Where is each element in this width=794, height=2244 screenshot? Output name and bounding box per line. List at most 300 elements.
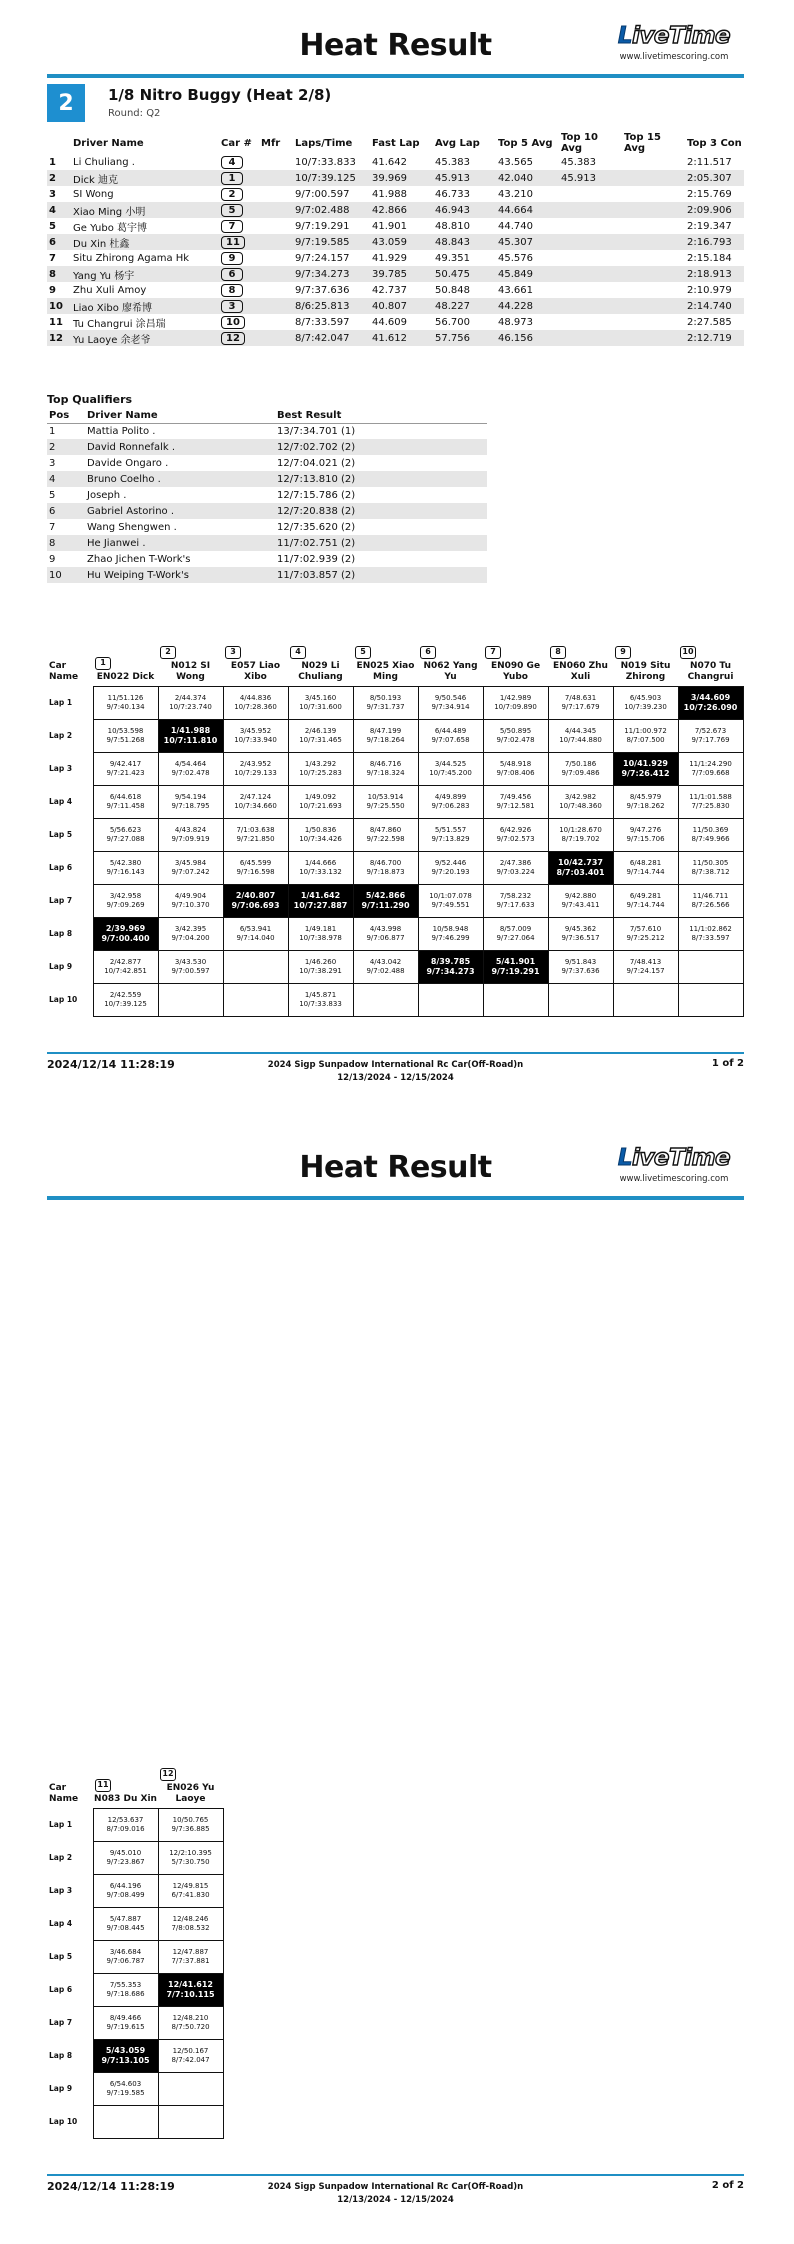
- lap-cell: [613, 851, 678, 884]
- lap-cumulative: 8/7:49.966: [691, 834, 730, 843]
- lap-position-time: 1/49.181: [304, 924, 337, 933]
- lap-chart-car-header: [158, 1746, 223, 1808]
- lap-cell: [353, 686, 418, 719]
- result-cell: [219, 154, 259, 170]
- logo-url: www.livetimescoring.com: [619, 1174, 729, 1184]
- lap-position-time: 4/49.899: [434, 792, 467, 801]
- lap-cell: [483, 884, 548, 917]
- result-row: [47, 330, 744, 346]
- lap-cell: [158, 1808, 223, 1841]
- lap-row: [47, 2006, 223, 2039]
- result-cell: 50.848: [435, 284, 470, 296]
- result-cell: 9/7:24.157: [295, 252, 350, 264]
- top-qualifiers-header-row: [47, 409, 487, 423]
- lap-position-time: 12/2:10.395: [169, 1848, 212, 1857]
- lap-label: Lap 2: [49, 731, 73, 740]
- lap-cumulative: 5/7:30.750: [171, 1857, 210, 1866]
- lap-cumulative: 9/7:17.633: [496, 900, 535, 909]
- result-cell: 2:27.585: [687, 316, 732, 328]
- lap-position-time: 3/45.160: [304, 693, 337, 702]
- lap-position-time: 1/41.988: [170, 725, 211, 735]
- lap-cell: [418, 752, 483, 785]
- lap-cell: [93, 950, 158, 983]
- car-number-badge: 11: [95, 1779, 111, 1792]
- lap-position-time: 9/54.194: [174, 792, 207, 801]
- lap-cumulative: 9/7:17.679: [561, 702, 600, 711]
- lap-cumulative: 9/7:16.143: [106, 867, 145, 876]
- lap-row: [47, 1973, 223, 2006]
- lap-cumulative: 9/7:06.283: [431, 801, 470, 810]
- driver-name: N083 Du Xin: [94, 1793, 157, 1804]
- lap-position-time: 11/1:01.588: [689, 792, 732, 801]
- lap-cumulative: 9/7:04.200: [171, 933, 210, 942]
- result-position: 10: [47, 298, 71, 314]
- qualifier-row: [47, 471, 487, 487]
- lap-cell: [223, 719, 288, 752]
- lap-cumulative: 9/7:25.212: [626, 933, 665, 942]
- lap-cell: [483, 686, 548, 719]
- lap-cumulative: 10/7:45.200: [429, 768, 472, 777]
- lap-cumulative: 9/7:13.105: [101, 2055, 150, 2065]
- lap-cumulative: 9/7:07.658: [431, 735, 470, 744]
- lap-position-time: 9/50.546: [434, 693, 467, 702]
- lap-cell: [158, 686, 223, 719]
- footer-event-name: 2024 Sigp Sunpadow International Rc Car(Off-Road)n: [267, 1060, 524, 1070]
- lap-cumulative: 10/7:48.360: [559, 801, 602, 810]
- result-cell: [219, 234, 259, 250]
- lap-cumulative: 9/7:37.636: [561, 966, 600, 975]
- result-cell: 44.609: [372, 316, 407, 328]
- driver-name: N019 Situ Zhirong: [620, 660, 671, 682]
- lap-cell: [223, 752, 288, 785]
- qualifier-cell: 12/7:13.810 (2): [275, 471, 487, 487]
- lap-position-time: 2/39.969: [105, 923, 146, 933]
- lap-position-time: 4/44.345: [564, 726, 597, 735]
- lap-position-time: 10/58.948: [432, 924, 469, 933]
- lap-cumulative: 10/7:31.600: [299, 702, 342, 711]
- results-table: [47, 132, 744, 346]
- lap-cell: [158, 950, 223, 983]
- lap-position-time: 1/45.871: [304, 990, 337, 999]
- lap-position-time: 1/44.666: [304, 858, 337, 867]
- lap-cumulative: 7/7:37.881: [171, 1956, 210, 1965]
- result-cell: [622, 266, 685, 282]
- result-cell: 45.913: [433, 170, 496, 186]
- result-cell: 44.740: [498, 220, 533, 232]
- lap-cumulative: 8/7:50.720: [171, 2022, 210, 2031]
- lap-cell: [93, 1841, 158, 1874]
- lap-chart-car-header: [483, 624, 548, 686]
- qualifier-cell: 4: [47, 471, 85, 487]
- lap-position-time: 5/42.866: [365, 890, 406, 900]
- lap-position-time: 2/46.139: [304, 726, 337, 735]
- lap-cumulative: 9/7:18.264: [366, 735, 405, 744]
- lap-cell: [418, 686, 483, 719]
- lap-cell: [678, 884, 743, 917]
- qualifier-row: [47, 503, 487, 519]
- lap-chart-car-header: [613, 624, 678, 686]
- result-cell: [259, 298, 293, 314]
- result-cell: [259, 282, 293, 298]
- lap-label: Lap 10: [49, 2117, 78, 2126]
- lap-label: Lap 2: [49, 1853, 73, 1862]
- driver-name: N070 Tu Changrui: [687, 660, 734, 682]
- results-header-cell: Laps/Time: [295, 137, 353, 149]
- lap-cumulative: 7/8:08.532: [171, 1923, 210, 1932]
- qualifier-cell: 5: [49, 489, 56, 501]
- result-cell: 42.040: [496, 170, 559, 186]
- lap-cell: [288, 785, 353, 818]
- lap-cumulative: 9/7:19.585: [106, 2088, 145, 2097]
- name-label: Name: [49, 1794, 79, 1804]
- results-header-cell: Top 15 Avg: [624, 132, 661, 154]
- result-cell: Du Xin 杜鑫: [71, 234, 219, 250]
- result-cell: 48.843: [433, 234, 496, 250]
- qualifier-cell: Mattia Polito .: [87, 425, 156, 437]
- lap-cumulative: 10/7:31.465: [299, 735, 342, 744]
- result-cell: 41.642: [372, 156, 407, 168]
- lap-label: Lap 7: [49, 896, 73, 905]
- qualifier-row: [47, 487, 487, 503]
- result-cell: 9/7:02.488: [293, 202, 370, 218]
- lap-cumulative: 9/7:18.324: [366, 768, 405, 777]
- result-cell: 45.383: [561, 156, 596, 168]
- lap-position-time: 4/43.042: [369, 957, 402, 966]
- lap-cell: [223, 686, 288, 719]
- lap-position-time: 1/50.836: [304, 825, 337, 834]
- page-header: [47, 1144, 744, 1202]
- qualifier-cell: He Jianwei .: [85, 535, 275, 551]
- car-number-badge: 3: [221, 300, 243, 313]
- lap-position-time: 6/44.489: [434, 726, 467, 735]
- lap-cumulative: 9/7:34.914: [431, 702, 470, 711]
- result-cell: Situ Zhirong Agama Hk: [73, 252, 190, 264]
- lap-label: Lap 9: [49, 962, 73, 971]
- lap-row: [47, 686, 743, 719]
- lap-cell: [353, 719, 418, 752]
- result-cell: [219, 266, 259, 282]
- result-cell: [622, 282, 685, 298]
- car-number-badge: 12: [221, 332, 245, 345]
- result-cell: [219, 314, 259, 330]
- lap-cumulative: 10/7:39.125: [104, 999, 147, 1008]
- result-cell: 40.807: [370, 298, 433, 314]
- lap-position-time: 1/42.989: [499, 693, 532, 702]
- result-row: [47, 234, 744, 250]
- lap-cumulative: 9/7:09.269: [106, 900, 145, 909]
- lap-cell: [158, 752, 223, 785]
- lap-cell: [93, 2072, 158, 2105]
- lap-cumulative: 9/7:36.517: [561, 933, 600, 942]
- result-cell: Xiao Ming 小明: [71, 202, 219, 218]
- lap-cell: [93, 851, 158, 884]
- lap-cumulative: 8/7:03.401: [556, 867, 605, 877]
- lap-cell: [548, 785, 613, 818]
- lap-label: Lap 6: [49, 863, 73, 872]
- result-cell: [259, 314, 293, 330]
- lap-cumulative: 7/7:25.830: [691, 801, 730, 810]
- result-position: 9: [49, 284, 56, 296]
- car-number-badge: 7: [485, 646, 501, 659]
- lap-cell: [158, 1973, 223, 2006]
- lap-cell: [353, 884, 418, 917]
- result-cell: [559, 234, 622, 250]
- car-number-badge: 3: [225, 646, 241, 659]
- result-cell: 2:09.906: [685, 202, 744, 218]
- footer-timestamp: 2024/12/14 11:28:19: [47, 2180, 175, 2193]
- lap-cell: [93, 884, 158, 917]
- footer-timestamp: 2024/12/14 11:28:19: [47, 1058, 175, 1071]
- lap-cell: [613, 818, 678, 851]
- lap-cumulative: 10/7:33.833: [299, 999, 342, 1008]
- lap-cumulative: 9/7:02.573: [496, 834, 535, 843]
- result-cell: [259, 202, 293, 218]
- lap-cell: [223, 818, 288, 851]
- result-cell: Ge Yubo 葛宇博: [73, 222, 148, 234]
- qualifier-cell: 11/7:02.751 (2): [275, 535, 487, 551]
- lap-position-time: 10/1:07.078: [429, 891, 472, 900]
- result-cell: [559, 330, 622, 346]
- header-rule: [47, 74, 744, 78]
- result-cell: 42.737: [372, 284, 407, 296]
- result-cell: Yang Yu 杨宇: [71, 266, 219, 282]
- lap-position-time: 7/1:03.638: [236, 825, 275, 834]
- result-cell: Dick 迪克: [71, 170, 219, 186]
- qualifier-cell: Zhao Jichen T-Work's: [87, 553, 191, 565]
- lap-cumulative: 8/7:42.047: [171, 2055, 210, 2064]
- lap-position-time: 3/42.958: [109, 891, 142, 900]
- lap-chart-header-row: [47, 624, 743, 686]
- lap-cell-empty: [613, 983, 678, 1016]
- lap-cell: [158, 851, 223, 884]
- result-cell: [559, 218, 622, 234]
- lap-position-time: 2/42.559: [109, 990, 142, 999]
- lap-chart-corner: [47, 624, 93, 686]
- lap-cell: [483, 851, 548, 884]
- lap-cell: [93, 1940, 158, 1973]
- lap-cell: [158, 1940, 223, 1973]
- result-row: [47, 250, 744, 266]
- driver-name: N062 Yang Yu: [423, 660, 478, 682]
- result-position: 7: [49, 252, 56, 264]
- lap-cell: [353, 752, 418, 785]
- driver-name: E057 Liao Xibo: [230, 660, 281, 682]
- lap-label: Lap 5: [49, 1952, 73, 1961]
- lap-cell-empty: [548, 983, 613, 1016]
- lap-row: [47, 1874, 223, 1907]
- lap-cell-empty: [158, 983, 223, 1016]
- lap-cell: [548, 851, 613, 884]
- lap-position-time: 3/44.609: [690, 692, 731, 702]
- lap-cumulative: 9/7:40.134: [106, 702, 145, 711]
- result-cell: 45.383: [435, 156, 470, 168]
- result-row: [47, 154, 744, 170]
- result-cell: [622, 170, 685, 186]
- result-cell: 50.475: [433, 266, 496, 282]
- lap-label: Lap 1: [49, 698, 73, 707]
- results-header-cell: Avg Lap: [435, 137, 480, 149]
- lap-cumulative: 9/7:49.551: [431, 900, 470, 909]
- lap-position-time: 1/49.092: [304, 792, 337, 801]
- result-cell: 49.351: [435, 252, 470, 264]
- result-row: [47, 218, 744, 234]
- lap-cumulative: 9/7:02.478: [171, 768, 210, 777]
- lap-position-time: 12/41.612: [168, 1979, 213, 1989]
- lap-position-time: 6/49.281: [629, 891, 662, 900]
- lap-cell-empty: [158, 2105, 223, 2138]
- results-header-cell: Top 5 Avg: [498, 137, 553, 149]
- lap-chart-corner: [47, 1746, 93, 1808]
- lap-position-time: 8/46.716: [369, 759, 402, 768]
- lap-cell-empty: [353, 983, 418, 1016]
- lap-position-time: 1/41.642: [300, 890, 341, 900]
- lap-position-time: 2/47.124: [239, 792, 272, 801]
- lap-position-time: 3/44.525: [434, 759, 467, 768]
- lap-cumulative: 9/7:08.445: [106, 1923, 145, 1932]
- lap-cumulative: 9/7:08.406: [496, 768, 535, 777]
- lap-cell: [678, 686, 743, 719]
- results-header-cell: Fast Lap: [372, 137, 420, 149]
- lap-cell: [418, 818, 483, 851]
- lap-position-time: 4/43.998: [369, 924, 402, 933]
- result-position: 5: [49, 220, 56, 232]
- lap-position-time: 1/46.260: [304, 957, 337, 966]
- result-cell: 41.988: [372, 188, 407, 200]
- qualifier-cell: 11/7:03.857 (2): [275, 567, 487, 583]
- livetime-logo: LiveTime www.livetimescoring.com: [604, 22, 744, 66]
- footer-rule: [47, 1052, 744, 1054]
- lap-cumulative: 10/7:23.740: [169, 702, 212, 711]
- lap-position-time: 3/43.530: [174, 957, 207, 966]
- lap-position-time: 11/1:24.290: [689, 759, 732, 768]
- lap-cumulative: 9/7:27.088: [106, 834, 145, 843]
- lap-row: [47, 752, 743, 785]
- lap-row: [47, 884, 743, 917]
- lap-cumulative: 6/7:41.830: [171, 1890, 210, 1899]
- result-row: [47, 266, 744, 282]
- lap-cumulative: 9/7:21.423: [106, 768, 145, 777]
- result-cell: [622, 234, 685, 250]
- result-cell: [559, 186, 622, 202]
- lap-cumulative: 8/7:19.702: [561, 834, 600, 843]
- lap-cell: [288, 752, 353, 785]
- qualifier-cell: 10: [47, 567, 85, 583]
- lap-cell: [158, 785, 223, 818]
- top-qualifiers-header-cell: Pos: [47, 409, 85, 423]
- result-cell: 8/7:42.047: [293, 330, 370, 346]
- result-position: 1: [49, 156, 56, 168]
- lap-cumulative: 9/7:14.744: [626, 867, 665, 876]
- lap-cumulative: 10/7:29.133: [234, 768, 277, 777]
- result-cell: 9/7:00.597: [295, 188, 350, 200]
- lap-label: Lap 9: [49, 2084, 73, 2093]
- driver-name: EN090 Ge Yubo: [490, 660, 541, 682]
- lap-cumulative: 10/7:27.887: [293, 900, 348, 910]
- lap-position-time: 10/53.598: [107, 726, 144, 735]
- lap-cumulative: 9/7:46.299: [431, 933, 470, 942]
- results-header-cell: Car #: [221, 137, 252, 149]
- lap-chart-car-header: [678, 624, 743, 686]
- car-number-badge: 8: [550, 646, 566, 659]
- result-cell: 10/7:39.125: [293, 170, 370, 186]
- result-cell: 46.156: [496, 330, 559, 346]
- result-cell: 57.756: [433, 330, 496, 346]
- result-cell: [559, 266, 622, 282]
- driver-name: N012 SI Wong: [170, 660, 211, 682]
- lap-cell: [548, 686, 613, 719]
- results-header-cell: Mfr: [261, 137, 281, 149]
- result-cell: [219, 186, 259, 202]
- result-cell: [622, 298, 685, 314]
- lap-position-time: 11/50.369: [692, 825, 729, 834]
- lap-cell: [678, 917, 743, 950]
- car-number-badge: 12: [160, 1768, 176, 1781]
- lap-row: [47, 719, 743, 752]
- lap-cumulative: 10/7:34.426: [299, 834, 342, 843]
- lap-label: Lap 3: [49, 1886, 73, 1895]
- result-cell: Zhu Xuli Amoy: [73, 284, 147, 296]
- lap-position-time: 6/45.599: [239, 858, 272, 867]
- result-cell: 39.969: [370, 170, 433, 186]
- lap-label: Lap 5: [49, 830, 73, 839]
- lap-position-time: 7/52.673: [694, 726, 727, 735]
- result-cell: 41.901: [372, 220, 407, 232]
- lap-position-time: 7/48.413: [629, 957, 662, 966]
- lap-cumulative: 10/7:39.230: [624, 702, 667, 711]
- lap-position-time: 11/46.711: [692, 891, 729, 900]
- lap-position-time: 8/45.979: [629, 792, 662, 801]
- result-cell: Tu Changrui 涂昌瑞: [73, 318, 166, 330]
- result-cell: [559, 250, 622, 266]
- lap-cell: [158, 1907, 223, 1940]
- result-cell: 43.565: [498, 156, 533, 168]
- qualifier-cell: 12/7:04.021 (2): [277, 457, 356, 469]
- lap-cell: [223, 884, 288, 917]
- logo-url: www.livetimescoring.com: [619, 52, 729, 62]
- footer-event-dates: 12/13/2024 - 12/15/2024: [337, 1073, 454, 1083]
- lap-position-time: 10/50.765: [172, 1815, 209, 1824]
- result-position: 4: [47, 202, 71, 218]
- lap-cell: [678, 719, 743, 752]
- lap-cell: [483, 719, 548, 752]
- result-cell: [259, 266, 293, 282]
- result-cell: Liao Xibo 廖希博: [71, 298, 219, 314]
- driver-name: EN025 Xiao Ming: [356, 660, 415, 682]
- lap-cell: [158, 2039, 223, 2072]
- result-cell: 45.849: [496, 266, 559, 282]
- lap-cell: [93, 752, 158, 785]
- lap-cell: [93, 983, 158, 1016]
- lap-position-time: 3/45.984: [174, 858, 207, 867]
- lap-position-time: 5/43.059: [105, 2045, 146, 2055]
- result-cell: 41.612: [370, 330, 433, 346]
- lap-cumulative: 9/7:16.598: [236, 867, 275, 876]
- qualifier-cell: 3: [49, 457, 56, 469]
- lap-label: Lap 7: [49, 2018, 73, 2027]
- lap-cell: [613, 785, 678, 818]
- lap-cell-empty: [678, 950, 743, 983]
- lap-cell: [613, 719, 678, 752]
- lap-cumulative: 9/7:24.157: [626, 966, 665, 975]
- footer-page-number: 2 of 2: [711, 2180, 744, 2191]
- result-position: 11: [49, 316, 63, 328]
- lap-chart-header-row: [47, 1746, 223, 1808]
- footer-rule: [47, 2174, 744, 2176]
- result-cell: [259, 154, 293, 170]
- lap-position-time: 9/52.446: [434, 858, 467, 867]
- result-cell: 48.227: [433, 298, 496, 314]
- result-cell: 2:10.979: [687, 284, 732, 296]
